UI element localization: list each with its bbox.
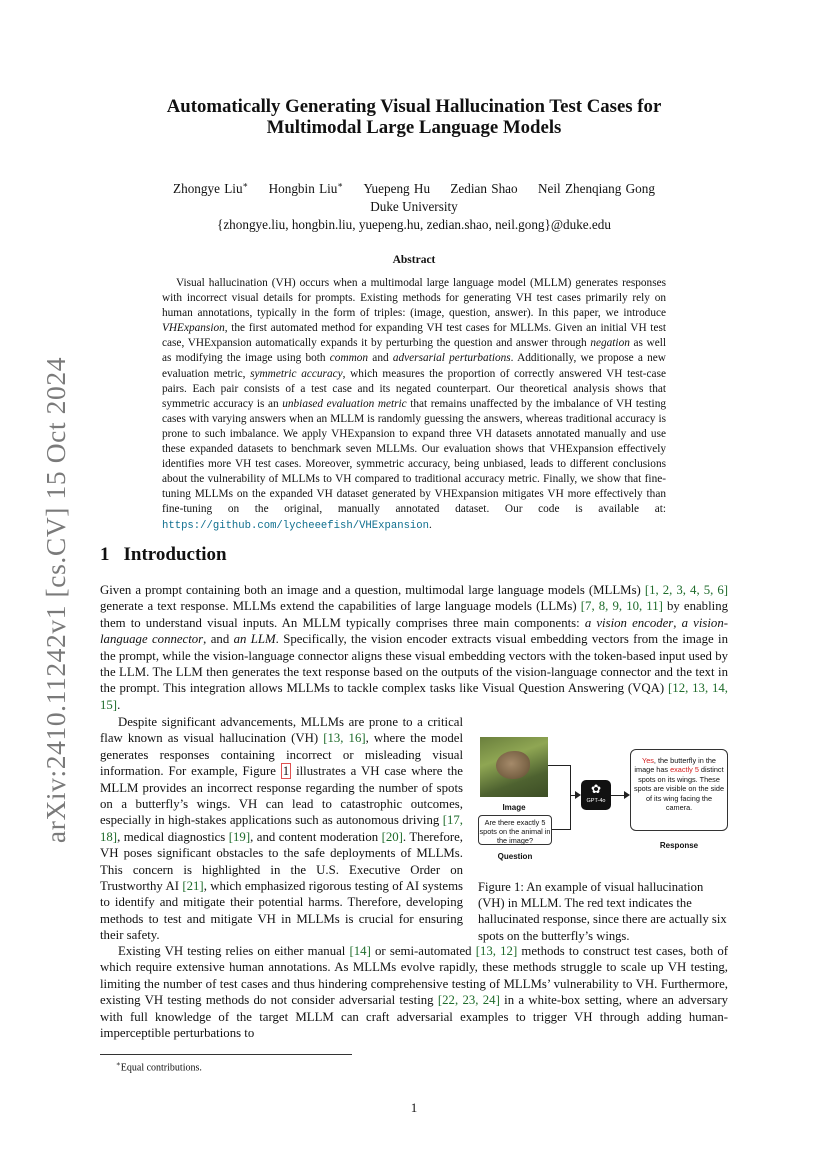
- butterfly-image: [480, 737, 548, 797]
- intro-paragraph-3: Existing VH testing relies on either manual [14] or semi-automated [13, 12] methods to construct test cases, both of which require extensive human annotations. As MLLMs evolve rapidly, these methods struggle to scale up VH testing, limiting the number of test cases and thus hindering comprehensive testing of MLLMs’ vulnerability to VH. Furthermore, existing VH testing methods do not consider adversarial testing [22, 23, 24] in a white-box setting, where an adversary with full knowledge of the target MLLM can craft adversarial examples to trigger VH through adding human-imperceptible perturbations to: [100, 944, 728, 1041]
- footnote: ∗Equal contributions.: [116, 1060, 202, 1074]
- arrow-line: [548, 765, 570, 766]
- butterfly-icon: [496, 751, 530, 779]
- author-names: [100, 176, 728, 198]
- author-name: Hongbin Liu∗: [268, 180, 344, 197]
- affiliation: Duke University: [370, 199, 458, 215]
- openai-logo-icon: ✿: [590, 782, 602, 796]
- author-name: Zhongye Liu∗: [173, 180, 249, 197]
- section-heading: 1 Introduction: [100, 544, 227, 565]
- author-name: Yuepeng Hu: [363, 181, 431, 197]
- author-emails: {zhongye.liu, hongbin.liu, yuepeng.hu, zedian.shao, neil.gong}@duke.edu: [217, 217, 611, 233]
- image-label: Image: [502, 803, 526, 812]
- abstract-heading: Abstract: [392, 254, 436, 266]
- figure-1: [478, 735, 730, 865]
- intro-paragraph-2: Despite significant advancements, MLLMs are prone to a critical flaw known as visual hallucination (VH) [13, 16], where the model generates responses containing incorrect or misleading visual information. For example, Figure 1 illustrates a VH case where the MLLM provides an incorrect response regarding the number of spots on a butterfly’s wings. VH can lead to catastrophic outcomes, especially in high-stakes applications such as autonomous driving [17, 18], medical diagnostics [19], and content moderation [20]. Therefore, VH poses significant obstacles to the safe deployments of MLLMs. This concern is highlighted in the U.S. Executive Order on Trustworthy AI [21], which emphasized rigorous testing of AI systems to identify and mitigate their potential harms. Therefore, developing methods to test and mitigate VH in MLLMs is crucial for ensuring their safety.: [100, 715, 463, 943]
- citation-link[interactable]: [12, 13, 14, 15]: [100, 681, 728, 712]
- title-line-1: Automatically Generating Visual Hallucination Test Cases for: [166, 96, 662, 117]
- footnote-divider: [100, 1054, 352, 1055]
- arrow-line: [570, 765, 571, 830]
- arrow-line: [611, 795, 624, 796]
- citation-link[interactable]: [19]: [228, 829, 251, 844]
- response-box: Yes, the butterfly in the image has exactly 5 distinct spots on its wings. These spots are visible on the side of its wing facing the camera.: [630, 749, 728, 831]
- citation-link[interactable]: [14]: [349, 944, 371, 958]
- title-line-2: Multimodal Large Language Models: [266, 117, 562, 138]
- response-label: Response: [659, 841, 699, 850]
- arxiv-identifier: arXiv:2410.11242v1 [cs.CV] 15 Oct 2024: [40, 356, 71, 844]
- question-label: Question: [497, 852, 533, 861]
- author-name: Neil Zhenqiang Gong: [537, 181, 655, 197]
- figure-ref-link[interactable]: 1: [282, 764, 290, 779]
- page-number: 1: [410, 1100, 418, 1115]
- figure-caption: Figure 1: An example of visual hallucination (VH) in MLLM. The red text indicates the hallucinated response, since there are actually six spots on the butterfly’s wings.: [478, 880, 727, 943]
- citation-link[interactable]: [1, 2, 3, 4, 5, 6]: [644, 583, 729, 597]
- citation-link[interactable]: [7, 8, 9, 10, 11]: [580, 599, 663, 614]
- citation-link[interactable]: [13, 12]: [475, 944, 518, 958]
- model-box: [581, 780, 611, 810]
- citation-link[interactable]: [20]: [381, 829, 403, 844]
- code-link[interactable]: https://github.com/lycheeefish/VHExpansion: [162, 519, 430, 532]
- abstract-body: Visual hallucination (VH) occurs when a multimodal large language model (MLLM) generates responses with incorrect visual details for prompts. Existing methods for generating VH test cases primarily rely on human annotations, typically in the form of triples: (image, question, answer). In this paper, we introduce VHExpansion, the first automated method for expanding VH test cases for MLLMs. Given an initial VH test case, VHExpansion automatically expands it by perturbing the question and answer through negation as well as modifying the image using both common and adversarial perturbations. Additionally, we propose a new evaluation metric, symmetric accuracy, which measures the proportion of correctly answered VH test-case pairs. Each pair consists of a test case and its negated counterpart. Our theoretical analysis shows that symmetric accuracy is an unbiased evaluation metric that remains unaffected by the imbalance of VH testing cases with varying answers when an MLLM is randomly guessing the answers, whereas traditional accuracy is prone to such imbalance. We apply VHExpansion to expand three VH datasets annotated manually and use these expanded datasets to benchmark seven MLLMs. Our evaluation shows that VHExpansion effectively identifies more VH test cases. Moreover, symmetric accuracy, being unbiased, leads to different conclusions about the vulnerability of MLLMs to VH compared to traditional accuracy metric. Finally, we show that fine-tuning MLLMs on the expanded VH dataset generated by VHExpansion mitigates VH more effectively than fine-tuning on the original, manually annotated dataset. Our code is available at: https://github.com/lycheeefish/VHExpansion.: [162, 277, 666, 532]
- citation-link[interactable]: [17, 18]: [100, 813, 463, 844]
- paper-title: [100, 96, 728, 138]
- question-box: Are there exactly 5 spots on the animal in the image?: [478, 815, 552, 845]
- citation-link[interactable]: [21]: [182, 879, 204, 894]
- author-block: [100, 176, 728, 234]
- intro-paragraph-1: Given a prompt containing both an image and a question, multimodal large language models (MLLMs) [1, 2, 3, 4, 5, 6] generate a text response. MLLMs extend the capabilities of large language models (LLMs) [7, 8, 9, 10, 11] by enabling them to understand visual inputs. An MLLM typically comprises three main components: a vision encoder, a vision-language connector, and an LLM. Specifically, the vision encoder extracts visual embedding vectors from the image in the prompt, while the vision-language connector aligns these visual embedding vectors with the token-based input used by the LLM. The LLM then generates the text response based on the outputs of the vision-language connector and the text in the prompt. This integration allows MLLMs to tackle complex tasks like Visual Question Answering (VQA) [12, 13, 14, 15].: [100, 583, 729, 712]
- arrow-line: [552, 829, 570, 830]
- author-name: Zedian Shao: [450, 181, 518, 197]
- model-name: GPT-4o: [586, 798, 606, 804]
- citation-link[interactable]: [13, 16]: [323, 731, 366, 746]
- citation-link[interactable]: [22, 23, 24]: [437, 993, 500, 1008]
